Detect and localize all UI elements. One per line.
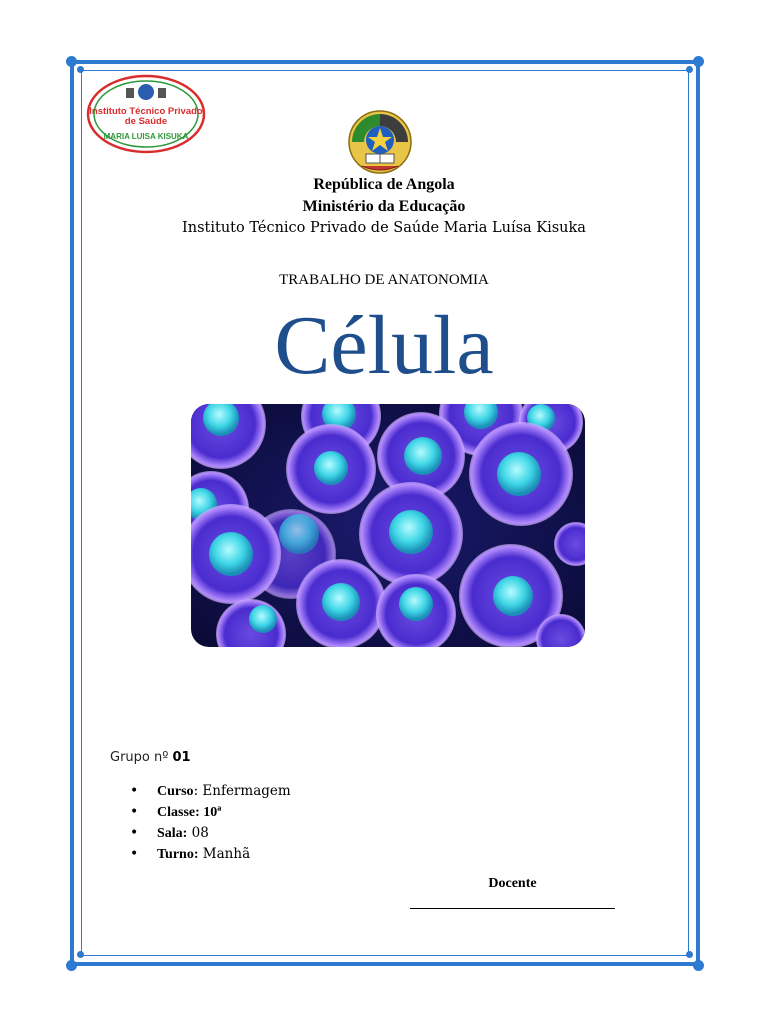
main-title: Célula: [274, 299, 494, 392]
school-logo: [86, 74, 206, 154]
border-corner-dot: [693, 56, 704, 67]
docente-label: Docente: [488, 876, 537, 891]
details-list: [130, 781, 291, 865]
detail-label: Classe: 10ª: [157, 805, 222, 820]
national-emblem: [346, 108, 414, 176]
ministry-heading: Ministério da Educação: [302, 198, 466, 215]
detail-label: Turno:: [157, 847, 199, 862]
logo-text-line2: de Saúde: [124, 116, 168, 127]
list-item: [130, 844, 291, 865]
border-corner-dot: [686, 951, 693, 958]
border-corner-dot: [686, 66, 693, 73]
cell-illustration: [191, 404, 585, 647]
detail-label: Curso: [157, 784, 194, 799]
border-corner-dot: [693, 960, 704, 971]
group-value: 01: [172, 750, 191, 765]
signature-line: [410, 908, 615, 909]
detail-value: 08: [187, 825, 209, 841]
border-corner-dot: [77, 66, 84, 73]
institute-heading: Instituto Técnico Privado de Saúde Maria Luísa Kisuka: [182, 220, 586, 236]
detail-value: Manhã: [198, 846, 251, 862]
border-corner-dot: [77, 951, 84, 958]
list-item: [130, 802, 291, 823]
border-corner-dot: [66, 960, 77, 971]
logo-text-line3: MARIA LUISA KISUKA: [103, 132, 189, 141]
republic-heading: República de Angola: [313, 176, 455, 193]
logo-text-line1: Instituto Técnico Privado: [89, 106, 203, 117]
list-item: [130, 823, 291, 844]
work-title: TRABALHO DE ANATONOMIA: [279, 272, 489, 288]
border-corner-dot: [66, 56, 77, 67]
group-number: [110, 750, 191, 765]
group-label: Grupo nº: [110, 750, 173, 765]
detail-label: Sala:: [157, 826, 188, 841]
list-item: [130, 781, 291, 802]
detail-value: : Enfermagem: [193, 783, 291, 799]
